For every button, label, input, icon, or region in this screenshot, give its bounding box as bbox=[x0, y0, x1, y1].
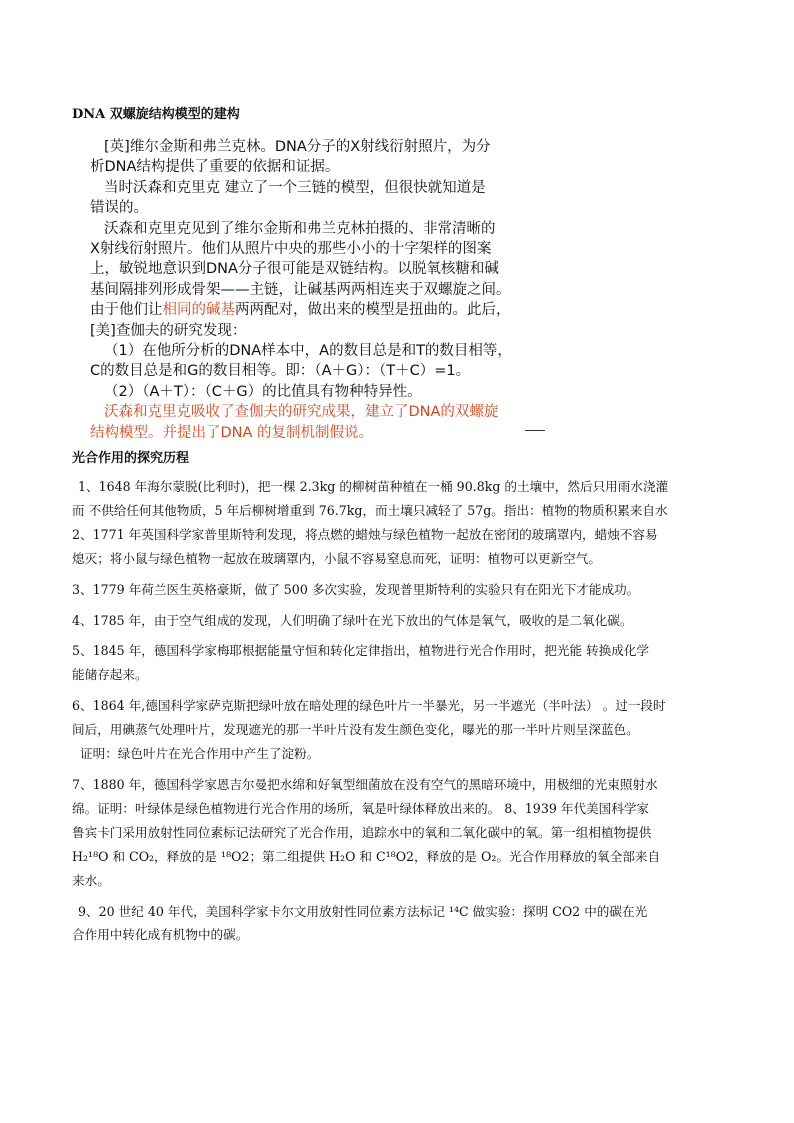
dna-conclusion-line: 结构模型。并提出了DNA 的复制机制假说。 bbox=[90, 424, 374, 441]
dna-line: （2）（A＋T）：（C＋G）的比值具有物种特异性。 bbox=[104, 383, 422, 400]
dna-text: 两两配对，做出来的模型是扭曲的。此后， bbox=[235, 302, 511, 319]
history-line: 2、1771 年英国科学家普里斯特利发现，将点燃的蜡烛与绿色植物一起放在密闭的玻璃罩内，蜡烛不容易 bbox=[72, 526, 658, 542]
history-line: 鲁宾卡门采用放射性同位素标记法研究了光合作用，追踪水中的氧和二氧化碳中的氧。第一组相植物提供 bbox=[72, 824, 652, 840]
dna-line: 基间隔排列形成骨架——主链，让碱基两两相连夹于双螺旋之间。 bbox=[90, 281, 511, 298]
history-line: 5、1845 年，德国科学家梅耶根据能量守恒和转化定律指出，植物进行光合作用时，把光能 转换成化学 bbox=[72, 643, 650, 659]
dna-line: （1）在他所分析的DNA样本中，A的数目总是和T的数目相等， bbox=[104, 343, 512, 360]
photosynthesis-section-title: 光合作用的探究历程 bbox=[72, 451, 190, 466]
dna-section-title: DNA 双螺旋结构模型的建构 bbox=[72, 107, 240, 122]
history-line: 7、1880 年，德国科学家恩吉尔曼把水绵和好氧型细菌放在没有空气的黑暗环境中，用极细的光束照射水 bbox=[72, 776, 658, 792]
history-line: 1、1648 年海尔蒙脱(比利时)，把一棵 2.3kg 的柳树苗种植在一桶 90.8kg 的土壤中，然后只用雨水浇灌 bbox=[78, 479, 669, 494]
history-line: 6、1864 年,德国科学家萨克斯把绿叶放在暗处理的绿色叶片一半暴光，另一半遮光（半叶法） 。过一段时 bbox=[72, 698, 666, 714]
dna-line bbox=[90, 300, 560, 320]
dna-line: 当时沃森和克里克 建立了一个三链的模型，但很快就知道是 bbox=[104, 179, 486, 196]
photosynthesis-passage bbox=[72, 475, 724, 947]
history-line: H₂¹⁸O 和 CO₂，释放的是 ¹⁸O2；第二组提供 H₂O 和 C¹⁸O2，释放的是 O₂。光合作用释放的氧全部来自 bbox=[72, 848, 661, 864]
history-line: 3、1779 年荷兰医生英格豪斯，做了 500 多次实验，发现普里斯特利的实验只有在阳光下才能成功。 bbox=[72, 581, 640, 597]
dna-line: 上，敏锐地意识到DNA分子很可能是双链结构。以脱氧核糖和碱 bbox=[90, 261, 499, 278]
dna-line: C的数目总是和G的数目相等。即：（A＋G）：（T＋C）=1。 bbox=[90, 363, 471, 380]
history-line: 绵。证明：叶绿体是绿色植物进行光合作用的场所，氧是叶绿体释放出来的。 8、1939 年代美国科学家 bbox=[72, 800, 650, 816]
history-line: 熄灭；将小鼠与绿色植物一起放在玻璃罩内，小鼠不容易窒息而死，证明：植物可以更新空气。 bbox=[72, 550, 601, 566]
dna-line: [美]查伽夫的研究发现： bbox=[90, 322, 247, 339]
divider-dash bbox=[525, 430, 545, 431]
dna-line: 析DNA结构提供了重要的依据和证据。 bbox=[90, 159, 340, 176]
dna-conclusion-line: 沃森和克里克吸收了查伽夫的研究成果，建立了DNA的双螺旋 bbox=[104, 404, 499, 421]
dna-line: X射线衍射照片。他们从照片中央的那些小小的十字架样的图案 bbox=[90, 241, 492, 258]
dna-text: 由于他们让 bbox=[90, 302, 163, 319]
history-line: 9、20 世纪 40 年代，美国科学家卡尔文用放射性同位素方法标记 ¹⁴C 做实验：探明 CO2 中的碳在光 bbox=[78, 903, 648, 919]
history-line: 间后，用碘蒸气处理叶片，发现遮光的那一半叶片没有发生颜色变化，曝光的那一半叶片则呈深蓝色。 bbox=[72, 722, 639, 738]
history-line: 来水。 bbox=[72, 872, 110, 888]
history-line: 能储存起来。 bbox=[72, 667, 148, 683]
dna-passage bbox=[90, 137, 560, 443]
history-line: 而 不供给任何其他物质，5 年后柳树增重到 76.7kg，而土壤只减轻了 57g。指出：植物的物质积累来自水 bbox=[72, 502, 668, 518]
highlight-same-bases: 相同的碱基 bbox=[162, 302, 235, 319]
dna-line: 错误的。 bbox=[90, 200, 148, 217]
history-line: 证明：绿色叶片在光合作用中产生了淀粉。 bbox=[80, 746, 320, 762]
history-line: 合作用中转化成有机物中的碳。 bbox=[72, 927, 249, 943]
dna-line: 沃森和克里克见到了维尔金斯和弗兰克林拍摄的、非常清晰的 bbox=[104, 220, 496, 237]
history-line: 4、1785 年，由于空气组成的发现，人们明确了绿叶在光下放出的气体是氧气，吸收的是二氧化碳。 bbox=[72, 612, 633, 628]
dna-line: [英]维尔金斯和弗兰克林。DNA分子的X射线衍射照片，为分 bbox=[104, 139, 491, 155]
